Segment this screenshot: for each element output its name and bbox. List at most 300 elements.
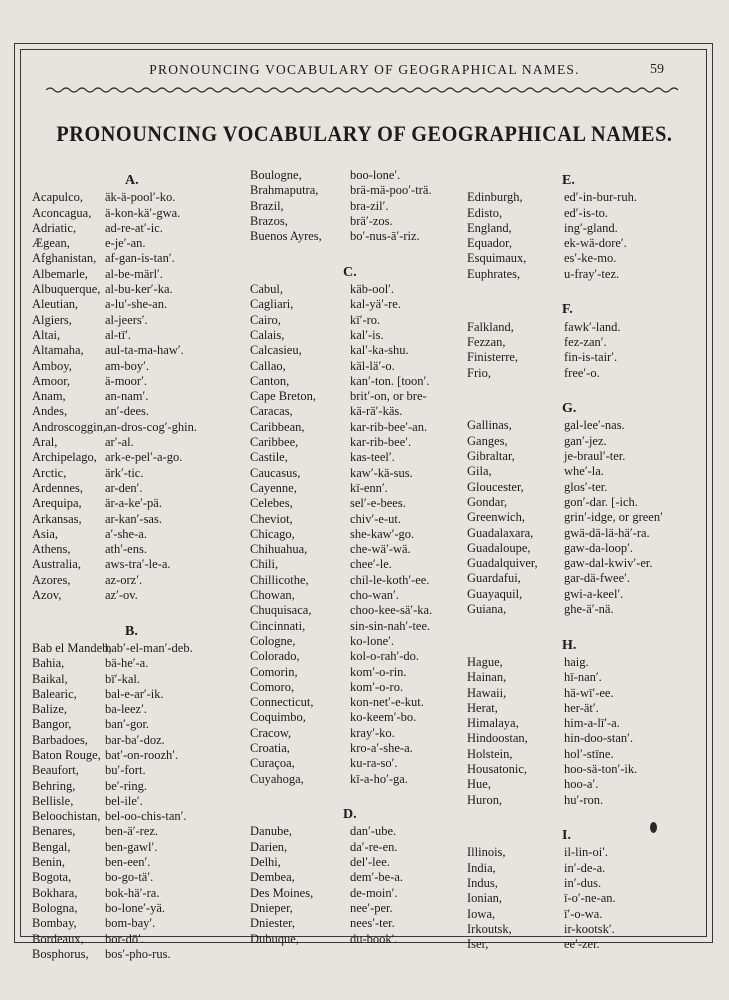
vocab-entry	[250, 839, 398, 855]
pronunciation: az′-ov.	[105, 588, 138, 603]
vocab-entry	[32, 671, 141, 687]
place-name: Celebes,	[250, 496, 293, 511]
place-name: Benares,	[32, 824, 76, 839]
place-name: Androscoggin,	[32, 419, 106, 434]
place-name: Edisto,	[467, 205, 503, 220]
place-name: Dubuque,	[250, 931, 299, 946]
pronunciation: bos′-pho-rus.	[105, 946, 171, 961]
pronunciation: ko-lone′.	[350, 633, 395, 648]
vocab-entry	[32, 870, 154, 885]
vocab-entry	[32, 190, 176, 205]
pronunciation: ben-een′.	[105, 855, 151, 870]
pronunciation: glos′-ter.	[564, 479, 608, 494]
place-name: Bologna,	[32, 900, 78, 915]
vocab-entry	[32, 763, 146, 778]
pronunciation: bo′-nus-ā′-riz.	[350, 229, 420, 244]
pronunciation: gwi-a-keel′.	[564, 586, 624, 601]
vocab-entry	[250, 572, 430, 588]
place-name: Housatonic,	[467, 761, 528, 776]
section-letter-i: I.	[562, 828, 571, 844]
pronunciation: ī-o′-ne-an.	[564, 891, 616, 906]
pronunciation: aws-tra′-le-a.	[105, 557, 171, 572]
place-name: Indus,	[467, 876, 498, 891]
place-name: Calcasieu,	[250, 343, 302, 358]
place-name: Balearic,	[32, 686, 77, 701]
vocab-entry	[467, 860, 606, 876]
vocab-entry	[250, 404, 403, 419]
vocab-entry	[32, 251, 175, 266]
place-name: Cape Breton,	[250, 389, 316, 404]
vocab-entry	[467, 685, 614, 701]
place-name: Ardennes,	[32, 480, 84, 495]
place-name: Gondar,	[467, 494, 508, 509]
pronunciation: kī′-ro.	[350, 312, 381, 327]
pronunciation: an′-dees.	[105, 404, 150, 419]
vocab-entry	[32, 327, 131, 343]
pronunciation: az-orz′.	[105, 572, 143, 587]
vocab-entry	[32, 220, 163, 236]
place-name: Bellisle,	[32, 793, 74, 808]
place-name: Andes,	[32, 404, 68, 419]
place-name: Cayenne,	[250, 480, 297, 495]
pronunciation: ku-ra-so′.	[350, 756, 398, 771]
pronunciation: him-a-lī′-a.	[564, 716, 620, 731]
pronunciation: brä-mä-poo′-trä.	[350, 183, 432, 198]
pronunciation: brit′-on, or bre-	[350, 389, 427, 404]
pronunciation: kal-yä′-re.	[350, 297, 401, 312]
pronunciation: hol′-stīne.	[564, 746, 614, 761]
vocab-entry	[250, 327, 384, 343]
place-name: Edinburgh,	[467, 190, 523, 205]
place-name: Arkansas,	[32, 511, 82, 526]
vocab-entry	[250, 603, 433, 618]
section-i-list	[467, 845, 616, 952]
vocab-entry	[32, 450, 183, 465]
pronunciation: bab′-el-man′-deb.	[105, 640, 193, 655]
pronunciation: de-moin′.	[350, 885, 398, 900]
place-name: Cuyahoga,	[250, 771, 304, 786]
section-d-list	[250, 824, 404, 946]
place-name: Chicago,	[250, 526, 295, 541]
pronunciation: da′-re-en.	[350, 839, 398, 854]
vocab-entry	[467, 464, 604, 479]
vocab-entry	[467, 540, 634, 556]
pronunciation: chee′-le.	[350, 557, 392, 572]
vocab-entry	[32, 747, 179, 763]
place-name: Gallinas,	[467, 418, 512, 433]
place-name: Benin,	[32, 855, 65, 870]
section-letter-d: D.	[343, 807, 357, 823]
place-name: Cabul,	[250, 282, 283, 297]
vocab-entry	[467, 761, 638, 777]
pronunciation: an-nam′.	[105, 389, 149, 404]
pronunciation: je-braul′-ter.	[564, 449, 626, 464]
pronunciation: bä-he′-a.	[105, 656, 149, 671]
vocab-entry	[32, 572, 143, 588]
vocab-entry	[467, 494, 638, 510]
pronunciation: cho-wan′.	[350, 588, 399, 603]
pronunciation: ek-wä-dore′.	[564, 236, 627, 251]
pronunciation: ban′-gor.	[105, 717, 150, 732]
pronunciation: bok-hä′-ra.	[105, 885, 160, 900]
pronunciation: ad-re-at′-ic.	[105, 220, 163, 235]
vocab-entry	[250, 679, 404, 695]
place-name: Euphrates,	[467, 266, 521, 281]
pronunciation: ärk′-tic.	[105, 465, 144, 480]
vocab-entry	[250, 649, 420, 664]
vocab-entry	[32, 640, 193, 656]
vocab-entry	[32, 496, 162, 511]
vocab-entry	[250, 526, 415, 542]
vocab-entry	[467, 777, 599, 792]
page-title: PRONOUNCING VOCABULARY OF GEOGRAPHICAL NAMES.	[56, 121, 673, 146]
vocab-entry	[467, 746, 614, 762]
place-name: Caribbean,	[250, 419, 305, 434]
pronunciation: be′-ring.	[105, 778, 147, 793]
pronunciation: bar-ba′-doz.	[105, 732, 165, 747]
place-name: Amoor,	[32, 373, 71, 388]
pronunciation: she-kaw′-go.	[350, 526, 415, 541]
section-letter-f: F.	[562, 302, 573, 318]
vocab-entry	[250, 229, 420, 244]
vocab-entry	[250, 511, 401, 527]
place-name: Equador,	[467, 236, 512, 251]
vocab-entry	[250, 343, 409, 358]
pronunciation: kas-teel′.	[350, 450, 395, 465]
pronunciation: kol-o-rah′-do.	[350, 649, 420, 664]
pronunciation: bra-zil′.	[350, 198, 389, 213]
pronunciation: bor-dō′.	[105, 931, 144, 946]
place-name: Bengal,	[32, 839, 71, 854]
vocab-entry	[250, 855, 390, 870]
vocab-entry	[467, 602, 614, 617]
vocab-entry	[250, 756, 398, 771]
pronunciation: ed′-in-bur-ruh.	[564, 190, 637, 205]
pronunciation: gwä-dä-lä-hä′-ra.	[564, 525, 650, 540]
place-name: Esquimaux,	[467, 251, 527, 266]
place-name: Adriatic,	[32, 220, 77, 235]
vocab-entry	[467, 670, 602, 685]
place-name: Bokhara,	[32, 885, 78, 900]
vocab-entry	[32, 404, 150, 419]
vocab-entry	[467, 525, 650, 541]
running-head: PRONOUNCING VOCABULARY OF GEOGRAPHICAL NAMES.	[149, 62, 580, 77]
vocab-entry	[32, 916, 156, 931]
pronunciation: gal-lee′-nas.	[564, 418, 625, 433]
vocab-entry	[250, 870, 404, 885]
vocab-entry	[250, 618, 431, 634]
vocab-entry	[467, 792, 604, 808]
place-name: Irkoutsk,	[467, 921, 512, 936]
pronunciation: kom′-o-ro.	[350, 679, 404, 694]
place-name: Altamaha,	[32, 343, 84, 358]
page-number: 59	[650, 62, 664, 77]
column-1	[32, 168, 197, 962]
pronunciation: kal′-ka-shu.	[350, 343, 409, 358]
place-name: Guadalaxara,	[467, 525, 534, 540]
vocab-entry	[32, 389, 149, 404]
pronunciation: af-gan-is-tan′.	[105, 251, 175, 266]
vocab-entry	[32, 511, 162, 527]
place-name: Chillicothe,	[250, 572, 309, 587]
place-name: Guardafui,	[467, 571, 521, 586]
vocab-entry	[467, 433, 607, 449]
place-name: Iser,	[467, 937, 489, 952]
pronunciation: kro-a′-she-a.	[350, 740, 413, 755]
place-name: Aleutian,	[32, 297, 79, 312]
place-name: Anam,	[32, 389, 66, 404]
vocab-entry	[467, 510, 663, 525]
place-name: Cagliari,	[250, 297, 294, 312]
place-name: Arctic,	[32, 465, 67, 480]
vocab-entry	[32, 855, 151, 870]
pronunciation: hī-nan′.	[564, 670, 602, 685]
place-name: Beloochistan,	[32, 809, 101, 824]
pronunciation: kan′-ton. [toon′.	[350, 373, 430, 388]
vocab-entry	[467, 845, 609, 860]
place-name: Chuquisaca,	[250, 603, 312, 618]
pronunciation: är-a-ke′-pä.	[105, 496, 162, 511]
place-name: Baton Rouge,	[32, 747, 101, 762]
section-c-list	[250, 282, 433, 787]
place-name: Iowa,	[467, 906, 496, 921]
vocab-entry	[250, 931, 398, 947]
vocab-entry	[32, 717, 150, 732]
vocab-entry	[467, 205, 609, 221]
pronunciation: sin-sin-nah′-tee.	[350, 618, 431, 633]
vocab-entry	[32, 931, 144, 947]
vocab-entry	[32, 778, 147, 794]
pronunciation: ark-e-pel′-a-go.	[105, 450, 183, 465]
vocab-entry	[32, 809, 187, 824]
vocab-entry	[250, 358, 395, 374]
section-f-list	[467, 319, 621, 381]
section-h-list	[467, 654, 638, 808]
place-name: Castile,	[250, 450, 288, 465]
section-letter-a: A.	[125, 173, 139, 188]
pronunciation: kar-rib-bee′-an.	[350, 419, 428, 434]
pronunciation: kī-a-ho′-ga.	[350, 771, 408, 786]
vocab-entry	[250, 740, 413, 756]
pronunciation: kī-enn′.	[350, 480, 388, 495]
place-name: Acapulco,	[32, 190, 84, 205]
place-name: Algiers,	[32, 312, 72, 327]
vocab-entry	[32, 686, 164, 702]
vocab-entry	[32, 419, 197, 435]
vocab-entry	[467, 418, 625, 433]
place-name: Azov,	[32, 588, 62, 603]
place-name: Asia,	[32, 526, 59, 541]
vocab-entry	[250, 312, 381, 328]
pronunciation: käb-ool′.	[350, 282, 395, 297]
pronunciation: hä-wī′-ee.	[564, 685, 614, 700]
place-name: Aral,	[32, 435, 58, 450]
place-name: Bosphorus,	[32, 946, 89, 961]
place-name: Hue,	[467, 777, 491, 792]
column-3	[467, 168, 663, 953]
place-name: Bab el Mandeb,	[32, 640, 112, 655]
place-name: Finisterre,	[467, 350, 519, 365]
vocab-entry	[250, 198, 389, 214]
place-name: Brazil,	[250, 198, 284, 213]
vocab-entry	[250, 435, 412, 450]
vocab-entry	[467, 334, 607, 350]
section-a-list	[32, 190, 197, 603]
pronunciation: kon-net′-e-kut.	[350, 695, 424, 710]
section-letter-b: B.	[125, 623, 138, 639]
section-e-list	[467, 190, 637, 282]
pronunciation: bat′-on-roozh′.	[105, 747, 179, 762]
pronunciation: ba-leez′.	[105, 702, 147, 717]
vocab-entry	[250, 480, 388, 496]
pronunciation: brä′-zos.	[350, 213, 393, 228]
place-name: Darien,	[250, 839, 288, 854]
pronunciation: whe′-la.	[564, 464, 604, 479]
pronunciation: sel′-e-bees.	[350, 496, 406, 511]
place-name: Barbadoes,	[32, 732, 88, 747]
vocab-entry	[467, 319, 621, 335]
vocab-entry	[32, 656, 149, 671]
place-name: Frio,	[467, 365, 491, 380]
section-b-list	[32, 640, 193, 962]
pronunciation: dem′-be-a.	[350, 870, 404, 885]
pronunciation: bo-lone′-yä.	[105, 900, 166, 915]
pronunciation: her-ät′.	[564, 700, 599, 715]
place-name: Ganges,	[467, 433, 508, 448]
vocab-entry	[467, 251, 617, 266]
vocab-entry	[32, 373, 147, 389]
vocab-entry	[250, 885, 398, 901]
pronunciation: käl-lä′-o.	[350, 358, 395, 373]
vocab-entry	[467, 236, 627, 251]
place-name: Greenwich,	[467, 510, 525, 525]
pronunciation: bo-go-tä′.	[105, 870, 154, 885]
place-name: Beaufort,	[32, 763, 79, 778]
place-name: Hawaii,	[467, 685, 507, 700]
pronunciation: kray′-ko.	[350, 725, 395, 740]
place-name: Canton,	[250, 373, 290, 388]
place-name: Balize,	[32, 702, 68, 717]
place-name: Albuquerque,	[32, 282, 101, 297]
vocab-entry	[32, 480, 143, 496]
place-name: Caracas,	[250, 404, 293, 419]
vocab-entry	[32, 557, 171, 572]
pronunciation: grin′-idge, or green′	[564, 510, 663, 525]
place-name: Cincinnati,	[250, 618, 306, 633]
pronunciation: äk-ä-pool′-ko.	[105, 190, 176, 205]
vocab-entry	[250, 282, 395, 297]
place-name: Dembea,	[250, 870, 295, 885]
pronunciation: ben-ä′-rez.	[105, 824, 159, 839]
place-name: Aconcagua,	[32, 205, 92, 220]
place-name: Connecticut,	[250, 695, 314, 710]
place-name: Ionian,	[467, 891, 503, 906]
vocab-entry	[250, 664, 407, 680]
pronunciation: ä-moor′.	[105, 373, 147, 388]
place-name: Chowan,	[250, 588, 295, 603]
pronunciation: an-dros-cog′-ghin.	[105, 419, 197, 434]
section-b-continued-list	[250, 168, 432, 244]
place-name: Azores,	[32, 572, 71, 587]
pronunciation: che-wä′-wä.	[350, 542, 411, 557]
vocab-entry	[32, 435, 134, 450]
vocab-entry	[467, 921, 615, 937]
wavy-rule	[46, 86, 679, 94]
pronunciation: du-book′.	[350, 931, 398, 946]
vocab-entry	[467, 891, 616, 906]
vocab-entry	[32, 839, 158, 855]
pronunciation: choo-kee-sä′-ka.	[350, 603, 433, 618]
place-name: Huron,	[467, 792, 503, 807]
vocab-entry	[467, 556, 653, 571]
vocab-entry	[467, 586, 624, 602]
vocab-entry	[250, 633, 395, 649]
vocab-entry	[250, 588, 399, 603]
vocab-entry	[250, 389, 427, 404]
place-name: Comorin,	[250, 664, 298, 679]
vocab-entry	[467, 654, 589, 670]
vocab-entry	[32, 946, 171, 962]
vocab-entry	[250, 710, 417, 725]
vocab-entry	[250, 450, 395, 465]
vocab-entry	[467, 350, 618, 365]
vocab-entry	[467, 731, 634, 746]
place-name: Dniester,	[250, 916, 295, 931]
place-name: Buenos Ayres,	[250, 229, 322, 244]
column-2	[250, 168, 433, 947]
pronunciation: gan′-jez.	[564, 433, 607, 448]
place-name: Guiana,	[467, 602, 507, 617]
pronunciation: fin-is-tair′.	[564, 350, 618, 365]
place-name: Guadalquiver,	[467, 556, 538, 571]
place-name: Hainan,	[467, 670, 507, 685]
pronunciation: ath′-ens.	[105, 542, 147, 557]
vocab-entry	[467, 876, 602, 891]
pronunciation: kaw′-kä-sus.	[350, 465, 413, 480]
pronunciation: ee′-zer.	[564, 937, 600, 952]
place-name: Australia,	[32, 557, 81, 572]
place-name: Bogota,	[32, 870, 72, 885]
vocab-entry	[467, 190, 637, 205]
place-name: Ægean,	[32, 236, 70, 251]
vocab-entry	[467, 906, 603, 922]
place-name: Des Moines,	[250, 885, 314, 900]
section-letter-g: G.	[562, 401, 577, 417]
vocab-entry	[250, 900, 393, 916]
place-name: Curaçoa,	[250, 756, 295, 771]
pronunciation: gar-dä-fwee′.	[564, 571, 630, 586]
vocab-entry	[32, 702, 147, 717]
vocab-entry	[467, 937, 600, 952]
place-name: Illinois,	[467, 845, 506, 860]
pronunciation: chil-le-koth′-ee.	[350, 572, 430, 587]
vocab-entry	[467, 700, 599, 716]
vocab-entry	[467, 479, 608, 495]
vocab-entry	[467, 365, 600, 381]
vocab-entry	[250, 695, 424, 710]
section-letter-h: H.	[562, 637, 577, 653]
place-name: Herat,	[467, 700, 498, 715]
pronunciation: ī′-o-wa.	[564, 906, 603, 921]
pronunciation: bu′-fort.	[105, 763, 146, 778]
vocab-entry	[32, 526, 147, 542]
pronunciation: ing′-gland.	[564, 220, 618, 235]
pronunciation: aul-ta-ma-haw′.	[105, 343, 184, 358]
section-letter-c: C.	[343, 264, 357, 280]
vocab-entry	[32, 588, 138, 603]
vocab-entry	[32, 824, 159, 839]
place-name: Croatia,	[250, 740, 290, 755]
